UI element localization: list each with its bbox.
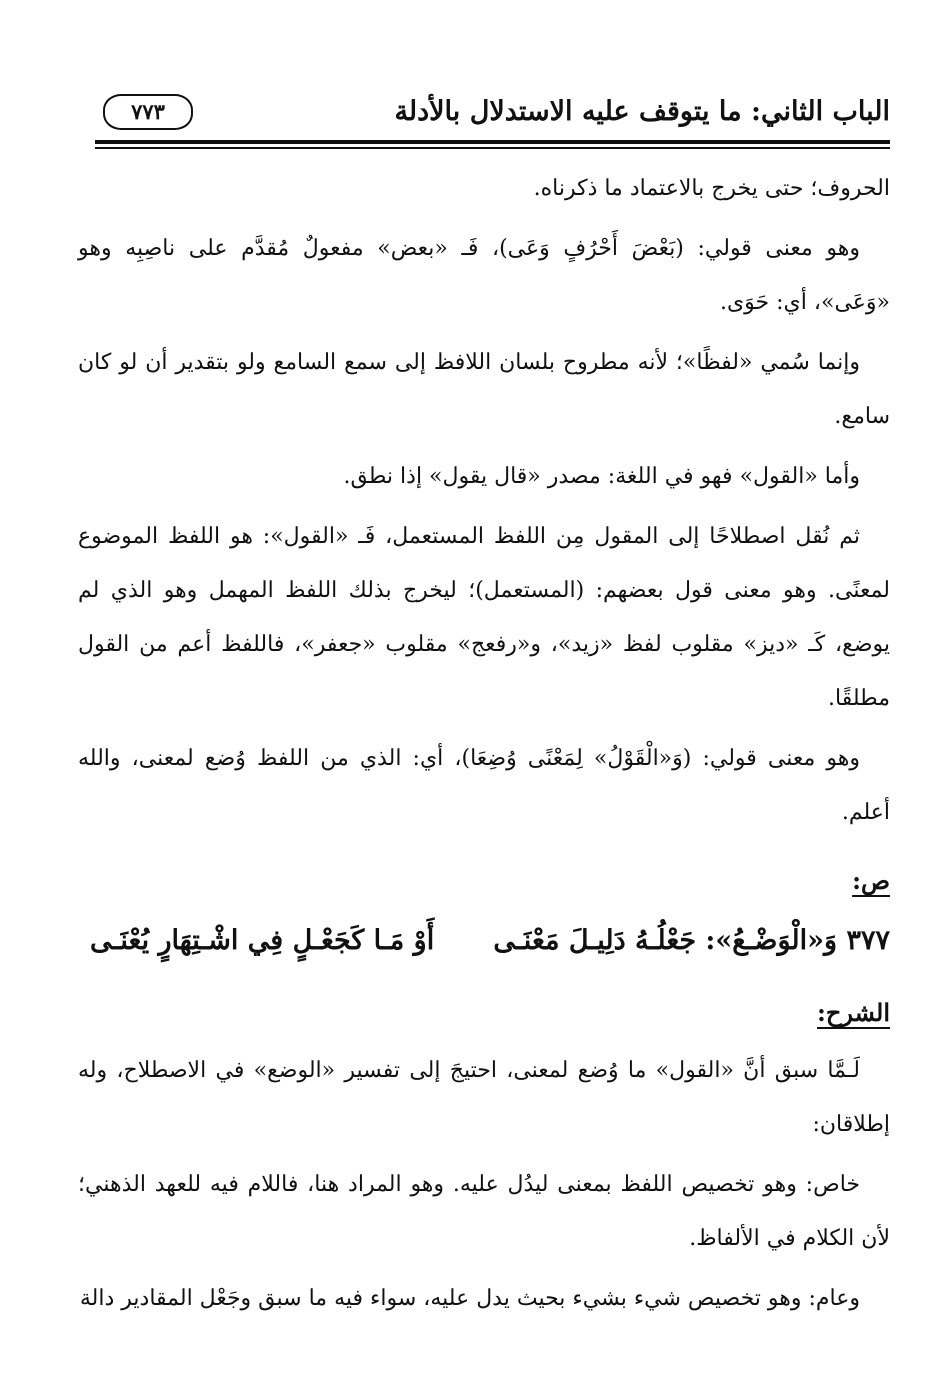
chapter-title: الباب الثاني: ما يتوقف عليه الاستدلال بالأدلة xyxy=(394,96,890,127)
paragraph: وعام: وهو تخصيص شيء بشيء بحيث يدل عليه، سواء فيه ما سبق وجَعْل المقادير دالة xyxy=(79,1286,860,1311)
sharh-label: الشرح: xyxy=(817,998,890,1027)
page-header xyxy=(95,92,890,138)
page-number: ٧٧٣ xyxy=(103,94,193,130)
paragraph: لَـمَّا سبق أنَّ «القول» ما وُضع لمعنى، احتيجَ إلى تفسير «الوضع» في الاصطلاح، وله إطلاقان: xyxy=(78,1058,890,1137)
paragraph: وأما «القول» فهو في اللغة: مصدر «قال يقول» إذا نطق. xyxy=(343,464,860,489)
paragraph: وإنما سُمي «لفظًا»؛ لأنه مطروح بلسان اللافظ إلى سمع السامع ولو بتقدير أن لو كان سامع. xyxy=(78,350,890,429)
verse-second-hemistich: أَوْ مَـا كَجَعْـلٍ فِي اشْـتِهَارٍ يُعْنَـى xyxy=(90,925,435,956)
header-rule-thick xyxy=(95,140,890,144)
paragraph: خاص: وهو تخصيص اللفظ بمعنى ليدُل عليه. وهو المراد هنا، فاللام فيه للعهد الذهني؛ لأن الكلام في الألفاظ. xyxy=(78,1172,890,1251)
page-body xyxy=(78,162,890,1332)
paragraph: وهو معنى قولي: (وَ«الْقَوْلُ» لِمَعْنًى وُضِعَا)، أي: الذي من اللفظ وُضع لمعنى، والله أعلم. xyxy=(78,746,890,825)
matn-label: ص: xyxy=(852,866,890,895)
verse-first-hemistich: ٣٧٧ وَ«الْوَضْـعُ»: جَعْلُـهُ دَلِيـلَ مَعْنَـى xyxy=(493,925,890,956)
paragraph: وهو معنى قولي: (بَعْضَ أَحْرُفٍ وَعَى)، فَـ «بعض» مفعولٌ مُقدَّم على ناصِبِه وهو «وَعَى»، أي: حَوَى. xyxy=(78,236,890,315)
paragraph: ثم نُقل اصطلاحًا إلى المقول مِن اللفظ المستعمل، فَـ «القول»: هو اللفظ الموضوع لمعنًى. وهو معنى قول بعضهم: (المستعمل)؛ ليخرج بذلك اللفظ المهمل وهو الذي لم يوضع، كَـ «ديز» مقلوب لفظ «زيد»، و«رفعج» مقلوب «جعفر»، فاللفظ أعم من القول مطلقًا. xyxy=(78,524,890,711)
header-rule-thin xyxy=(95,147,890,149)
verse-line xyxy=(78,914,890,968)
paragraph: الحروف؛ حتى يخرج بالاعتماد ما ذكرناه. xyxy=(533,176,890,201)
